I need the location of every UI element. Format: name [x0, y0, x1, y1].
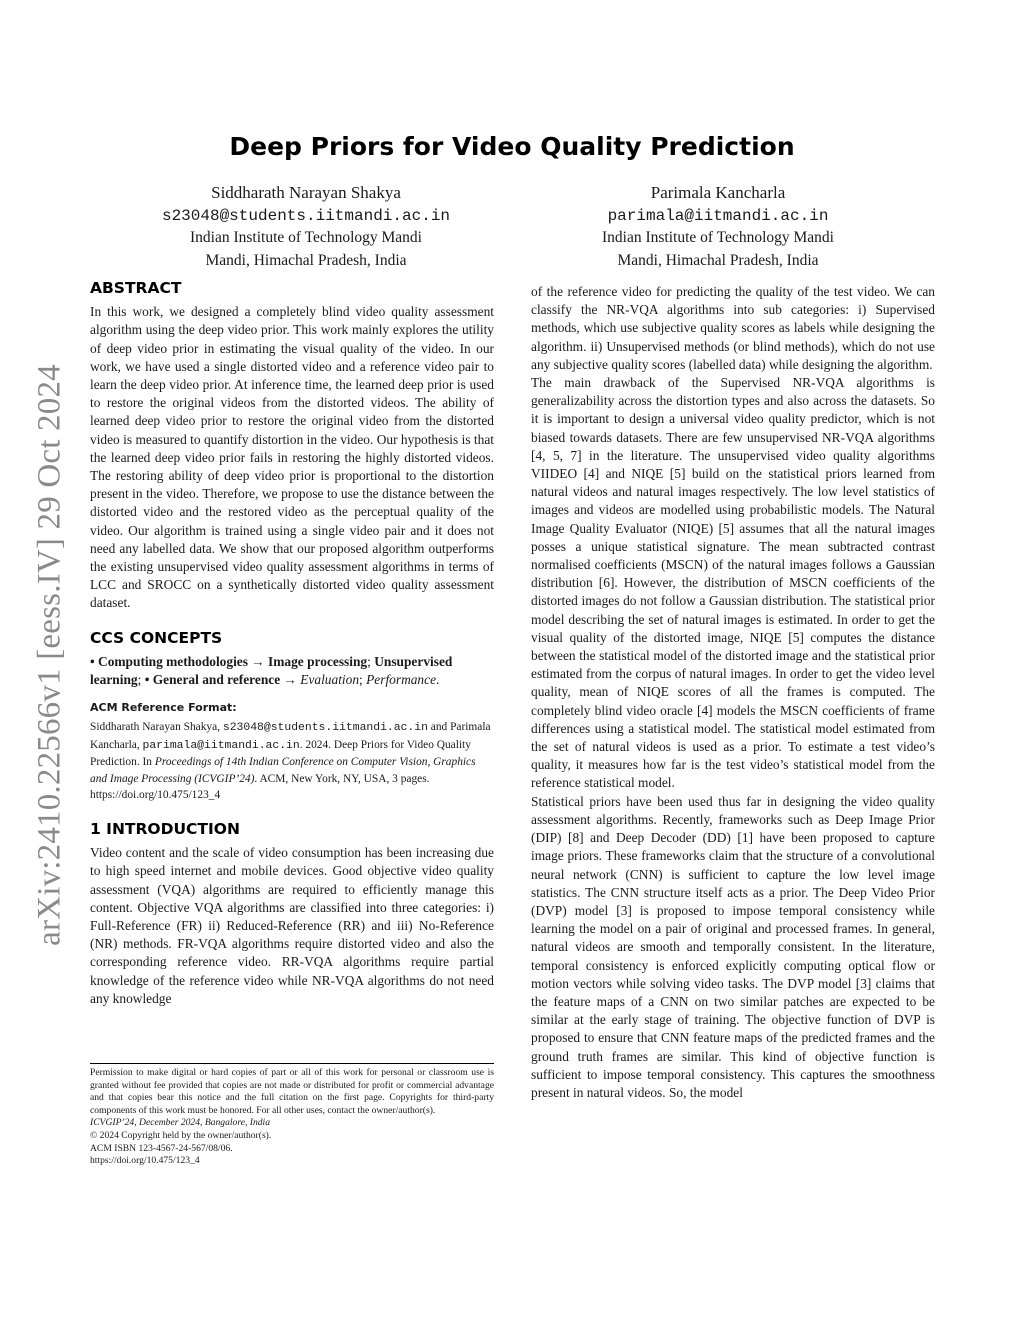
ccs-term-evaluation: Evaluation — [300, 672, 360, 688]
ccs-bullet-2: • General and reference — [144, 672, 281, 688]
acm-ref-part4: . ACM, New York, NY, USA, 3 pages. https://doi.org/10.475/123_4 — [90, 772, 430, 802]
acm-ref-venue: Proceedings of 14th Indian Conference on Computer Vision, Graphics and Image Processing (ICVGIP’24) — [90, 756, 476, 785]
acm-ref-email-2[interactable]: parimala@iitmandi.ac.in — [142, 739, 300, 752]
ccs-term-unsupervised: Unsupervised learning — [90, 653, 453, 688]
author-email[interactable]: parimala@iitmandi.ac.in — [607, 206, 829, 225]
ccs-bullet-1: • Computing methodologies — [90, 653, 248, 669]
left-column — [90, 279, 494, 1008]
author-location: Mandi, Himachal Pradesh, India — [205, 251, 407, 269]
ccs-term-image-processing: Image processing — [268, 653, 368, 669]
permission-copyright: © 2024 Copyright held by the owner/author(s). — [90, 1129, 272, 1141]
acm-ref-part2: and Parimala Kancharla, — [90, 721, 491, 751]
author-institution: Indian Institute of Technology Mandi — [190, 229, 422, 246]
ccs-arrow-1: → — [247, 653, 269, 669]
abstract-text: In this work, we designed a completely blind video quality assessment algorithm using the deep video prior. This work mainly explores the utility of deep video prior in estimating the visual quality of the video. In our work, we have used a single distorted video and a reference video pair to learn the deep video prior. At inference time, the learned deep prior is used to restore the original videos from the distorted videos. The ability of learned deep video prior to restore the original video from the distorted video is measured to quantify distortion in the video. Our hypothesis is that the learned deep video prior fails in restoring the highly distorted videos. The restoring ability of deep video prior is proportional to the distortion present in the video. Therefore, we propose to use the distance between the distorted video and the restored video as the perceptual quality of the video. Our algorithm is trained using a single video pair and it does not need any labelled data. We show that our proposed algorithm outperforms the existing unsupervised video quality assessment algorithms in terms of LCC and SROCC on a synthetically distorted video quality assessment dataset. — [90, 304, 494, 611]
intro-paragraph-1: of the reference video for predicting the quality of the test video. We can classify the NR-VQA algorithms into sub categories: i) Supervised methods, which use subjective quality scores as labels while designing the algorithm. ii) Unsupervised methods (or blind methods), which do not use any subjective quality scores (labelled data) while designing the algorithm. — [531, 284, 935, 372]
author-institution: Indian Institute of Technology Mandi — [602, 229, 834, 246]
intro-paragraph-3: Statistical priors have been used thus far in designing the video quality assessment algorithms. Recently, frameworks such as Deep Image Prior (DIP) [8] and Deep Decoder (DD) [1] have been proposed to capture image priors. These frameworks claim that the structure of a convolutional neural network (CNN) is sufficient to capture the low level image statistics. The CNN structure itself acts as a prior. The Deep Video Prior (DVP) model [3] is proposed to impose temporal consistency while learning the model on a pair of original and processed frames. In general, natural videos are smooth and temporally consistent. In the literature, temporal consistency is enforced explicitly computing optical flow or motion vectors while solving video tasks. The DVP model [3] claims that the feature maps of a CNN on two similar patches are expected to be similar at the early stage of training. The objective function of DVP is proposed to ensure that CNN feature maps of the predicted frames and the ground truth frames are similar. This kind of objective function is sufficient to impose temporal consistency. This captures the smoothness present in natural videos. So, the model — [531, 793, 935, 1100]
acm-ref-heading: ACM Reference Format: — [90, 701, 237, 715]
author-block-1 — [86, 182, 526, 272]
right-column — [531, 283, 935, 1102]
intro-heading: 1 INTRODUCTION — [90, 819, 240, 838]
ccs-sep-2: ; — [137, 672, 145, 688]
permission-text: Permission to make digital or hard copies of part or all of this work for personal or classroom use is granted without fee provided that copies are not made or distributed for profit or commercial advantage and that copies bear this notice and the full citation on the first page. Copyrights for third-party components of this work must be honored. For all other uses, contact the owner/author(s). — [90, 1067, 494, 1116]
ccs-heading: CCS CONCEPTS — [90, 628, 223, 647]
permission-doi[interactable]: https://doi.org/10.475/123_4 — [90, 1155, 200, 1167]
acm-ref-part3: . 2024. Deep Priors for Video Quality Prediction. In — [90, 738, 471, 769]
permission-block — [90, 1067, 494, 1168]
abstract-heading: ABSTRACT — [90, 279, 182, 297]
ccs-concepts — [90, 653, 494, 689]
author-name: Siddharath Narayan Shakya — [211, 183, 401, 202]
intro-text-left: Video content and the scale of video consumption has been increasing due to high speed internet and mobile devices. Good objective video quality assessment (VQA) algorithms are required to efficiently manage this content. Objective VQA algorithms are classified into three categories: i) Full-Reference (FR) ii) Reduced-Reference (RR) and iii) No-Reference (NR) methods. FR-VQA algorithms require distorted video and also the corresponding reference video. RR-VQA algorithms require partial knowledge of the reference video while NR-VQA algorithms do not need any knowledge — [90, 845, 494, 1006]
author-block-2 — [498, 182, 938, 272]
arxiv-watermark — [30, 355, 70, 955]
permission-isbn: ACM ISBN 123-4567-24-567/08/06. — [90, 1142, 233, 1154]
acm-ref-part1: Siddharath Narayan Shakya, — [90, 721, 223, 734]
ccs-end: . — [436, 672, 440, 688]
ccs-sep-3: ; — [359, 672, 367, 688]
ccs-arrow-2: → — [280, 672, 301, 688]
author-location: Mandi, Himachal Pradesh, India — [617, 251, 819, 269]
acm-ref-email-1[interactable]: s23048@students.iitmandi.ac.in — [222, 722, 428, 735]
ccs-term-performance: Performance — [366, 672, 437, 688]
permission-venue: ICVGIP’24, December 2024, Bangalore, India — [90, 1117, 271, 1129]
author-email[interactable]: s23048@students.iitmandi.ac.in — [161, 206, 451, 225]
footnote-rule — [90, 1063, 494, 1064]
author-name: Parimala Kancharla — [650, 183, 786, 202]
arxiv-id: arXiv:2410.22566v1 [eess.IV] 29 Oct 2024 — [31, 364, 68, 946]
intro-paragraph-2: The main drawback of the Supervised NR-VQA algorithms is generalizability across the distortion types and also across the datasets. So it is important to design a universal video quality predictor, which is not biased towards datasets. There are few unsupervised NR-VQA algorithms [4, 5, 7] in the literature. The unsupervised video quality algorithms VIIDEO [4] and NIQE [5] build on the statistical priors learned from natural videos and natural images respectively. The low level statistics of images and videos are modelled using probabilistic models. The Natural Image Quality Evaluator (NIQE) [5] assumes that all the natural images posses a unique statistical signature. The mean subtracted contrast normalised coefficients (MSCN) of the natural images follows a Gaussian distribution [6]. However, the distribution of MSCN coefficients of the distorted images do not follow a Gaussian distribution. The statistical prior model describing the set of natural images is estimated. In order to get the visual quality of the distorted image, NIQE [5] computes the distance between the statistical model of the distorted image and the statistical prior estimated from the corpus of natural images. In order to get the video level quality, mean of NIQE scores of all the frames is computed. The completely blind video oracle [4] models the MSCN coefficients of frame differences using a statistical model. The statistical model estimated from the set of natural videos is used as a prior. To estimate a test video’s quality, it measures how far is the test video’s statistical model from the reference statistical model. — [531, 375, 935, 791]
paper-title: Deep Priors for Video Quality Prediction — [229, 132, 795, 161]
acm-ref-text — [90, 719, 494, 804]
ccs-sep-1: ; — [367, 653, 375, 669]
